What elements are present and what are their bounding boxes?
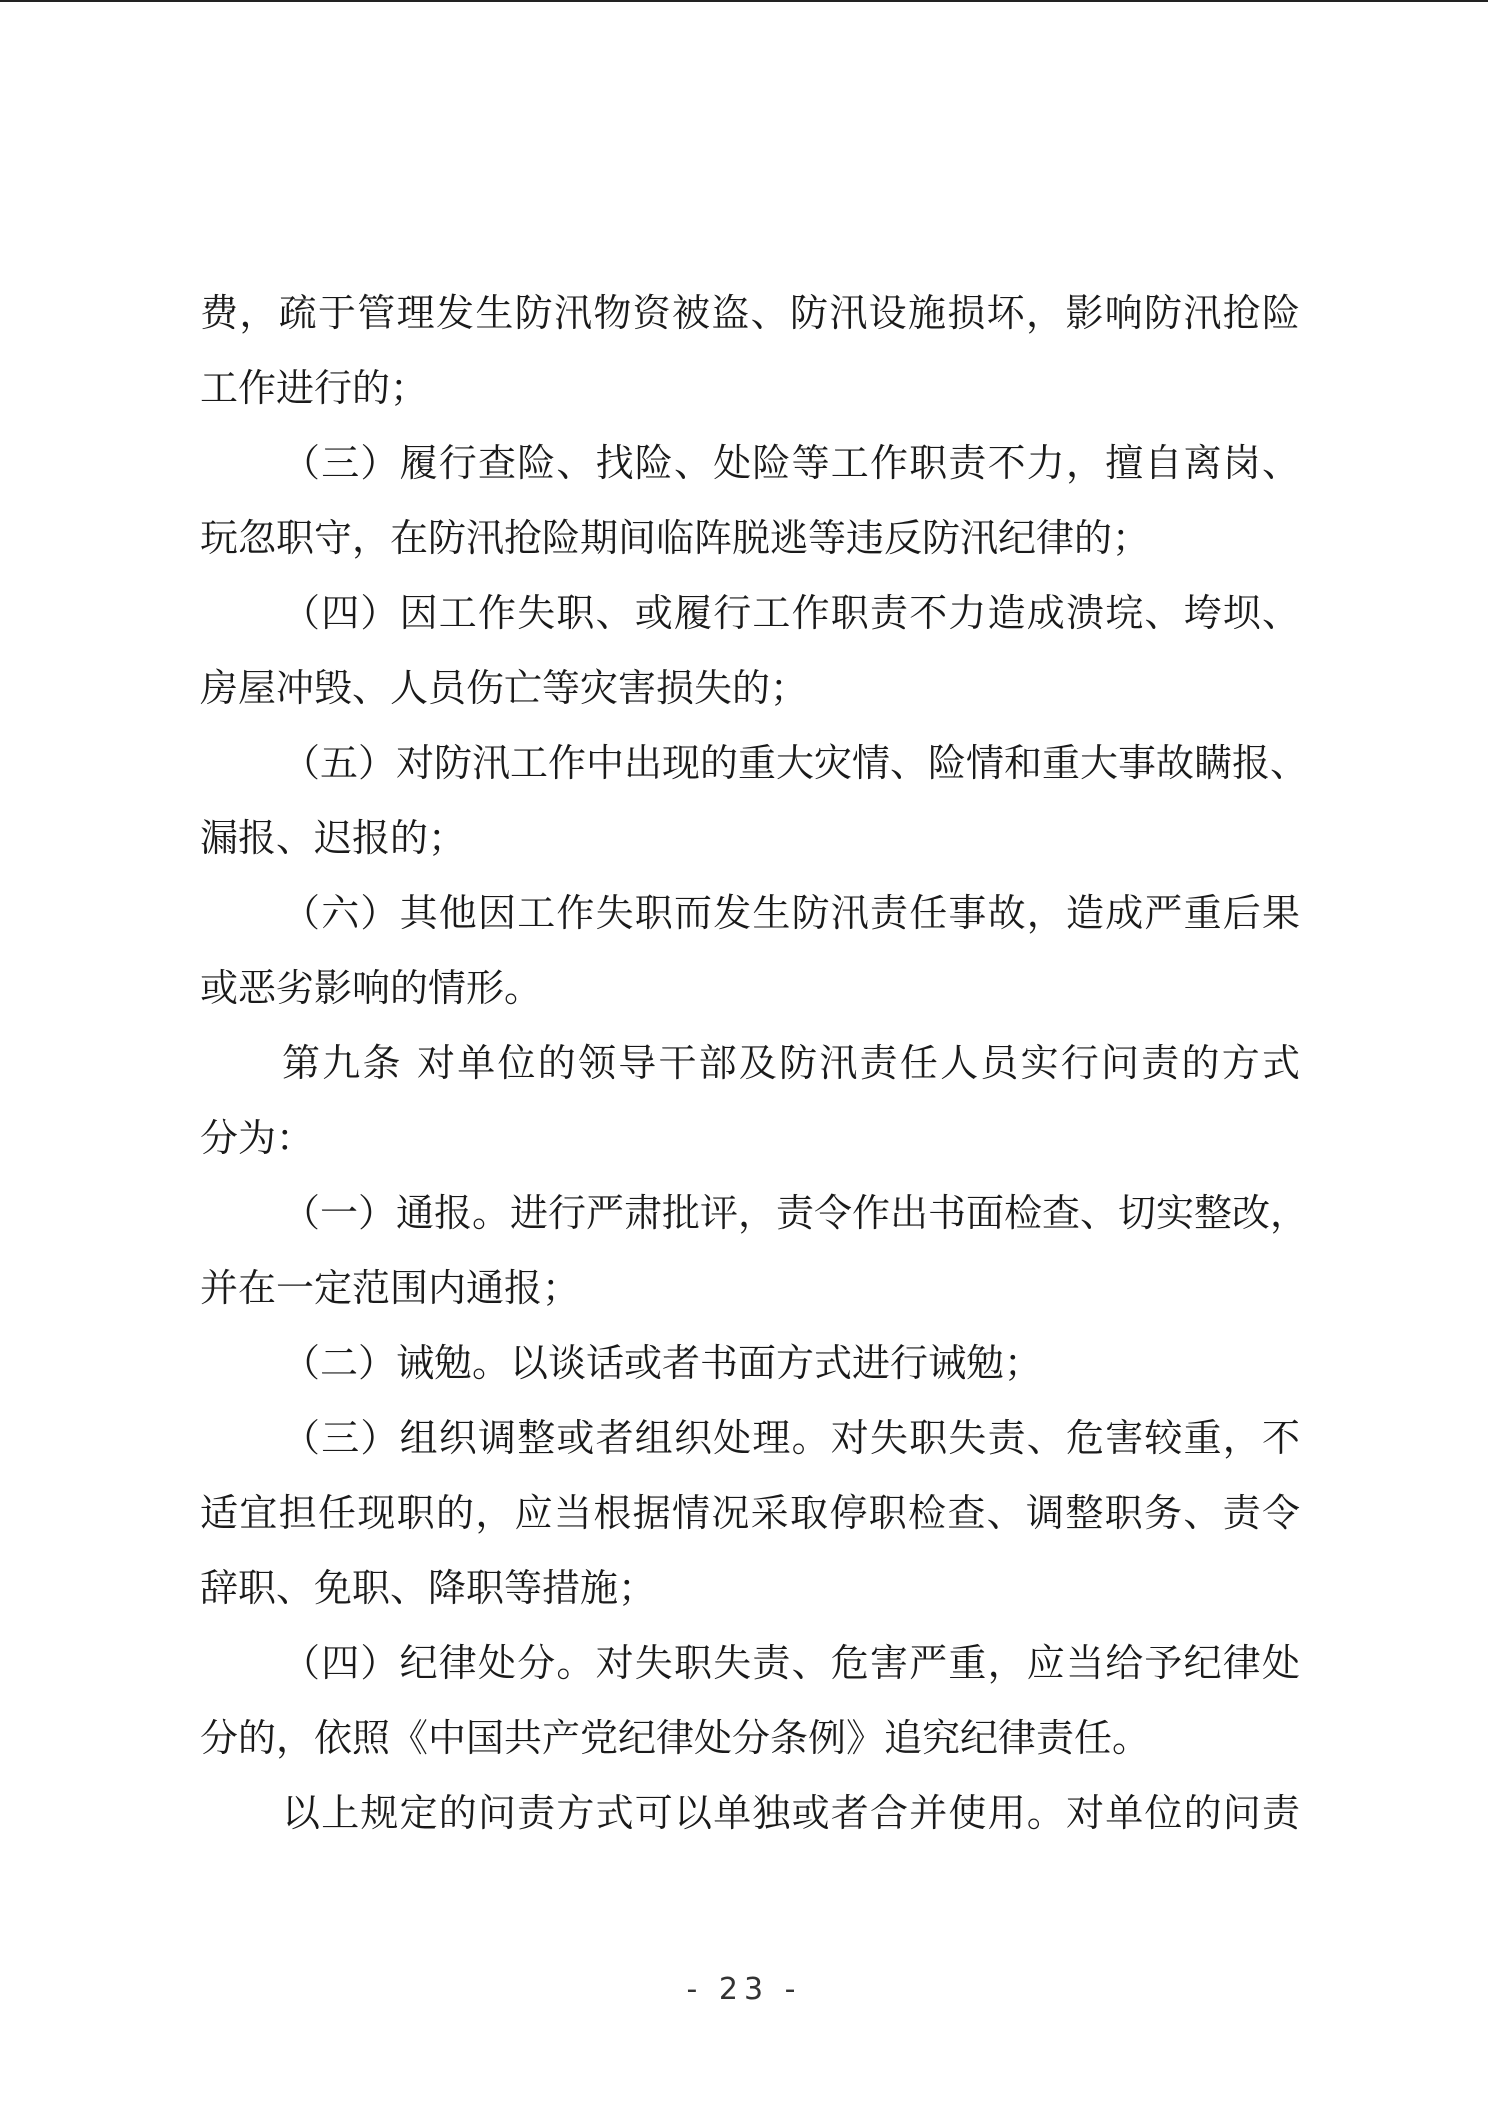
text-line xyxy=(200,1026,1300,1101)
text-line xyxy=(200,1401,1300,1476)
text-line xyxy=(200,951,1300,1026)
text-line xyxy=(200,1251,1300,1326)
line-text: （四）因工作失职、或履行工作职责不力造成溃垸、垮坝、 xyxy=(282,591,1300,635)
text-line xyxy=(200,1476,1300,1551)
line-text: 漏报、迟报的； xyxy=(200,816,467,860)
text-line xyxy=(200,876,1300,951)
text-line xyxy=(200,1626,1300,1701)
text-line xyxy=(200,1326,1300,1401)
line-text: 适宜担任现职的，应当根据情况采取停职检查、调整职务、责令 xyxy=(200,1491,1300,1535)
text-line xyxy=(200,1176,1309,1251)
text-line xyxy=(200,576,1300,651)
line-text: （三）履行查险、找险、处险等工作职责不力，擅自离岗、 xyxy=(282,441,1300,485)
line-text: 房屋冲毁、人员伤亡等灾害损失的； xyxy=(200,666,809,710)
text-line xyxy=(200,651,1300,726)
line-text: 或恶劣影响的情形。 xyxy=(200,966,543,1010)
text-line xyxy=(200,1101,1300,1176)
line-text: 工作进行的； xyxy=(200,366,429,410)
text-line xyxy=(200,501,1300,576)
text-line xyxy=(200,1701,1300,1776)
line-text: （二）诫勉。以谈话或者书面方式进行诫勉； xyxy=(282,1341,1043,1385)
text-line xyxy=(200,1776,1300,1851)
line-text: 并在一定范围内通报； xyxy=(200,1266,581,1310)
text-line xyxy=(200,426,1300,501)
top-border-line xyxy=(0,0,1488,2)
page-number: - 23 - xyxy=(686,1972,802,2007)
document-body xyxy=(200,276,1309,1851)
text-line xyxy=(200,1551,1300,1626)
line-text: 玩忽职守，在防汛抢险期间临阵脱逃等违反防汛纪律的； xyxy=(200,516,1151,560)
line-text: 以上规定的问责方式可以单独或者合并使用。对单位的问责 xyxy=(282,1791,1300,1835)
line-text: 辞职、免职、降职等措施； xyxy=(200,1566,657,1610)
text-line xyxy=(200,276,1300,351)
line-text: 第九条 对单位的领导干部及防汛责任人员实行问责的方式 xyxy=(282,1041,1300,1085)
line-text: （三）组织调整或者组织处理。对失职失责、危害较重，不 xyxy=(282,1416,1300,1460)
line-text: （五）对防汛工作中出现的重大灾情、险情和重大事故瞒报、 xyxy=(282,741,1309,785)
line-text: （一）通报。进行严肃批评，责令作出书面检查、切实整改， xyxy=(282,1191,1309,1235)
text-line xyxy=(200,726,1309,801)
line-text: 分为： xyxy=(200,1116,315,1160)
line-text: （六）其他因工作失职而发生防汛责任事故，造成严重后果 xyxy=(282,891,1300,935)
line-text: 分的，依照《中国共产党纪律处分条例》追究纪律责任。 xyxy=(200,1716,1151,1760)
line-text: （四）纪律处分。对失职失责、危害严重，应当给予纪律处 xyxy=(282,1641,1300,1685)
text-line xyxy=(200,351,1300,426)
text-line xyxy=(200,801,1300,876)
line-text: 费，疏于管理发生防汛物资被盗、防汛设施损坏，影响防汛抢险 xyxy=(200,291,1300,335)
